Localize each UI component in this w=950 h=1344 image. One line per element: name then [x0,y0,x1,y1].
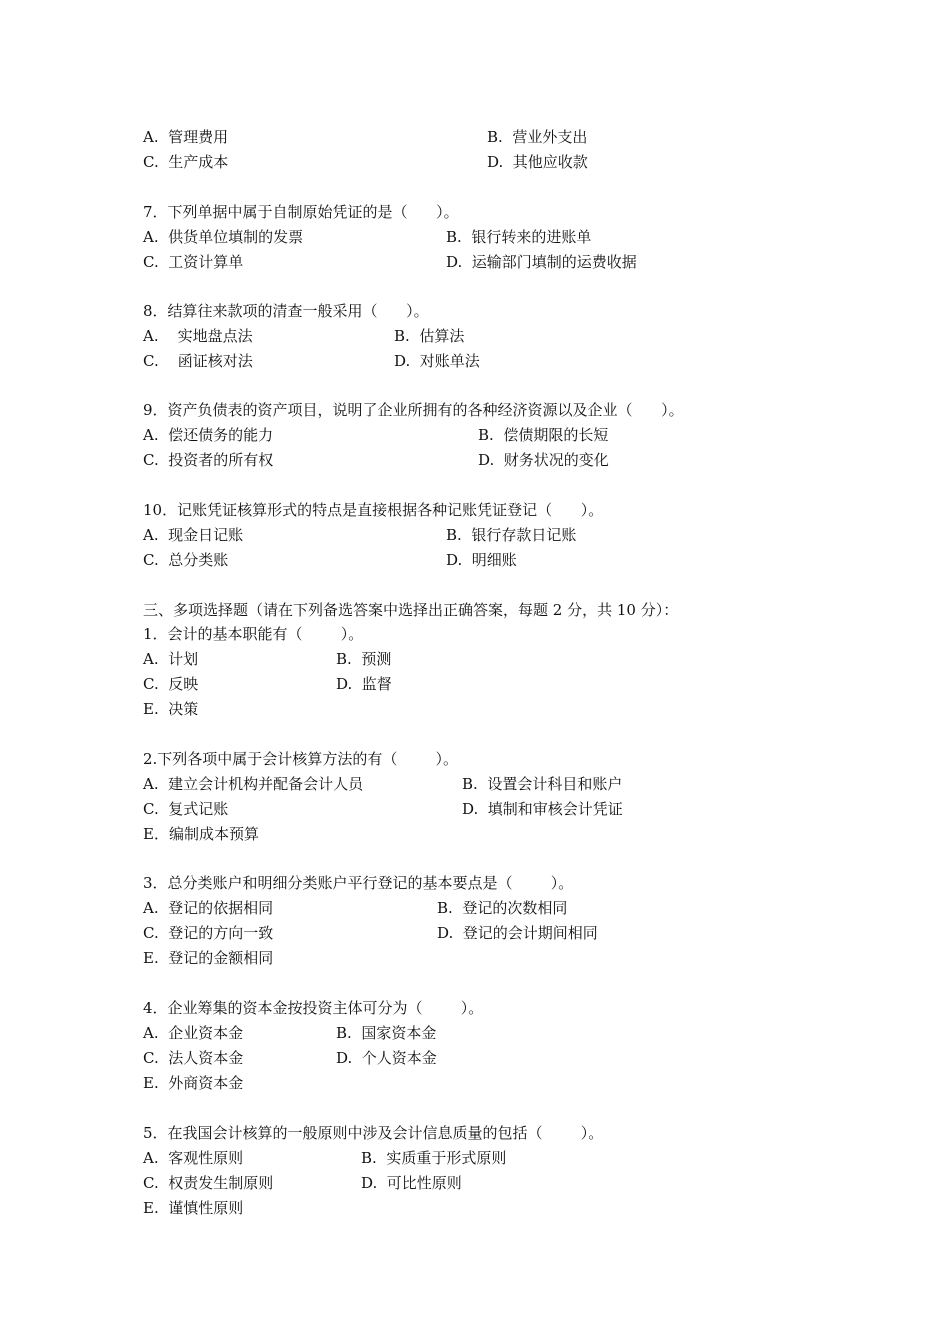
m2-option-c: C. 复式记账 [143,800,229,818]
q9-option-b: B. 偿债期限的长短 [478,426,609,444]
q10-option-d: D. 明细账 [446,551,517,569]
m3-option-d: D. 登记的会计期间相同 [437,924,598,942]
m4-option-d: D. 个人资本金 [336,1049,437,1067]
m3-option-e: E. 登记的金额相同 [143,949,274,967]
q8-stem: 8．结算往来款项的清查一般采用（ ）。 [143,302,429,320]
q8-option-c: C. 函证核对法 [143,352,253,370]
q7-option-d: D. 运输部门填制的运费收据 [446,253,637,271]
m3-option-a: A. 登记的依据相同 [143,899,274,917]
q9-option-c: C. 投资者的所有权 [143,451,274,469]
q6-option-b: B. 营业外支出 [487,128,588,146]
m1-stem: 1．会计的基本职能有（ ）。 [143,625,364,643]
m1-option-c: C. 反映 [143,675,199,693]
m1-option-a: A. 计划 [143,650,199,668]
m1-option-e: E. 决策 [143,700,199,718]
m4-stem: 4．企业筹集的资本金按投资主体可分为（ ）。 [143,999,484,1017]
q6-option-c: C. 生产成本 [143,153,229,171]
q10-option-a: A. 现金日记账 [143,526,244,544]
m3-option-c: C. 登记的方向一致 [143,924,274,942]
q8-option-a: A. 实地盘点法 [143,327,253,345]
m2-option-e: E．编制成本预算 [143,825,259,843]
m3-stem: 3．总分类账户和明细分类账户平行登记的基本要点是（ ）。 [143,874,574,892]
m2-option-b: B. 设置会计科目和账户 [462,775,623,793]
q7-option-c: C. 工资计算单 [143,253,244,271]
q8-option-d: D. 对账单法 [394,352,480,370]
q6-option-d: D. 其他应收款 [487,153,588,171]
q10-stem: 10．记账凭证核算形式的特点是直接根据各种记账凭证登记（ ）。 [143,501,604,519]
q10-option-c: C. 总分类账 [143,551,229,569]
m4-option-a: A. 企业资本金 [143,1024,244,1042]
q8-option-b: B. 估算法 [394,327,465,345]
m1-option-d: D. 监督 [336,675,392,693]
m2-stem: 2.下列各项中属于会计核算方法的有（ ）。 [143,750,458,768]
m2-option-a: A. 建立会计机构并配备会计人员 [143,775,364,793]
q9-option-a: A. 偿还债务的能力 [143,426,274,444]
q7-option-b: B. 银行转来的进账单 [446,228,592,246]
m5-option-a: A. 客观性原则 [143,1149,244,1167]
m5-option-c: C. 权责发生制原则 [143,1174,274,1192]
q9-option-d: D. 财务状况的变化 [478,451,609,469]
section-heading: 三、多项选择题（请在下列备选答案中选择出正确答案，每题 2 分，共 10 分）： [143,601,679,619]
q7-stem: 7．下列单据中属于自制原始凭证的是（ ）。 [143,203,459,221]
q6-option-a: A. 管理费用 [143,128,229,146]
q7-option-a: A. 供货单位填制的发票 [143,228,304,246]
m4-option-b: B. 国家资本金 [336,1024,437,1042]
m2-option-d: D. 填制和审核会计凭证 [462,800,623,818]
m3-option-b: B. 登记的次数相同 [437,899,568,917]
m5-stem: 5．在我国会计核算的一般原则中涉及会计信息质量的包括（ ）。 [143,1124,604,1142]
m5-option-b: B. 实质重于形式原则 [361,1149,507,1167]
q9-stem: 9．资产负债表的资产项目，说明了企业所拥有的各种经济资源以及企业（ ）。 [143,401,684,419]
m4-option-c: C. 法人资本金 [143,1049,244,1067]
m5-option-d: D. 可比性原则 [361,1174,462,1192]
m4-option-e: E. 外商资本金 [143,1074,244,1092]
q10-option-b: B. 银行存款日记账 [446,526,577,544]
m1-option-b: B. 预测 [336,650,392,668]
m5-option-e: E. 谨慎性原则 [143,1199,244,1217]
